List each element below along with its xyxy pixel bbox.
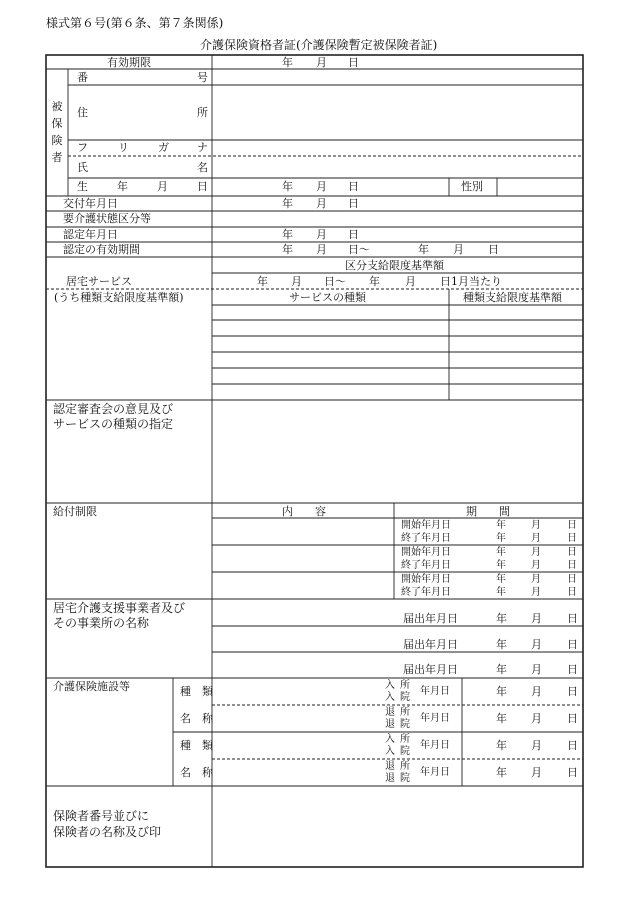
validity-year: 年: [282, 56, 293, 69]
start1-year: 年: [496, 520, 506, 531]
admit1-a: 入: [385, 680, 395, 691]
cert-day: 日: [348, 228, 359, 241]
hs-year: 年: [257, 275, 268, 288]
admit1-c: 所: [400, 680, 410, 691]
admit2-year: 年: [496, 739, 507, 752]
end-label-2: 終了年月日: [401, 560, 451, 571]
start1-day: 日: [567, 520, 577, 531]
insurer-line1: 保険者番号並びに: [53, 809, 150, 823]
gender-label: 性別: [461, 180, 483, 193]
start3-month: 月: [531, 574, 541, 585]
period-header: 期 間: [466, 505, 510, 518]
cert-validity-year: 年: [282, 243, 293, 256]
leave1-date: 年月日: [420, 713, 450, 724]
cert-validity-tilde: 日〜: [348, 243, 370, 256]
content-header: 内 容: [282, 505, 326, 518]
care-support-line2: その事業所の名称: [53, 616, 150, 630]
facility-type-2: 種 類: [180, 739, 213, 752]
start-label-2: 開始年月日: [401, 547, 451, 558]
leave2-date: 年月日: [420, 767, 450, 778]
notify1-month: 月: [531, 612, 542, 625]
leave2-a: 退: [385, 761, 395, 772]
furigana-1: フ: [77, 141, 88, 154]
facility-type-1: 種 類: [180, 685, 213, 698]
opinion-line1: 認定審査会の意見及び: [53, 402, 174, 416]
start1-month: 月: [531, 520, 541, 531]
birth-day: 日: [348, 180, 359, 193]
notify1-day: 日: [567, 612, 578, 625]
issue-month: 月: [316, 197, 327, 210]
leave2-day: 日: [567, 766, 578, 779]
admit1-d: 院: [400, 692, 410, 703]
start2-month: 月: [531, 547, 541, 558]
end3-day: 日: [567, 587, 577, 598]
end3-month: 月: [531, 587, 541, 598]
end2-day: 日: [567, 560, 577, 571]
facility-name-1: 名 称: [180, 712, 213, 725]
leave2-d: 院: [400, 773, 410, 784]
leave1-month: 月: [531, 712, 542, 725]
notify1-year: 年: [496, 612, 507, 625]
hs-tilde: 日〜: [324, 275, 346, 288]
start-label-1: 開始年月日: [401, 520, 451, 531]
issue-year: 年: [282, 197, 293, 210]
admit1-date: 年月日: [420, 686, 450, 697]
end-label-1: 終了年月日: [401, 533, 451, 544]
start2-year: 年: [496, 547, 506, 558]
furigana-2: リ: [118, 141, 129, 154]
admit2-c: 所: [400, 734, 410, 745]
start2-day: 日: [567, 547, 577, 558]
leave1-a: 退: [385, 707, 395, 718]
furigana-3: ガ: [158, 141, 169, 154]
admit1-b: 入: [385, 692, 395, 703]
opinion-line2: サービスの種類の指定: [53, 417, 174, 431]
type-limit-sub-label: (うち種類支給限度基準額): [54, 291, 184, 304]
number-label-right: 号: [197, 71, 208, 84]
type-limit-header: 種類支給限度基準額: [463, 291, 562, 304]
insurer-line2: 保険者の名称及び印: [53, 825, 162, 839]
notify-label-2: 届出年月日: [403, 638, 458, 651]
leave1-c: 所: [400, 707, 410, 718]
notify3-year: 年: [496, 663, 507, 676]
validity-day: 日: [348, 56, 359, 69]
leave2-c: 所: [400, 761, 410, 772]
cert-date-label: 認定年月日: [63, 228, 118, 241]
notify2-year: 年: [496, 638, 507, 651]
admit2-day: 日: [567, 739, 578, 752]
notify-label-3: 届出年月日: [403, 663, 458, 676]
cert-validity-month2: 月: [453, 243, 464, 256]
end1-year: 年: [496, 533, 506, 544]
notify2-day: 日: [567, 638, 578, 651]
number-label-left: 番: [77, 71, 88, 84]
care-support-line1: 居宅介護支援事業者及び: [53, 601, 186, 615]
cert-month: 月: [316, 228, 327, 241]
issue-date-label: 交付年月日: [63, 197, 118, 210]
notify-label-1: 届出年月日: [403, 612, 458, 625]
hs-per-month: 日1月当たり: [440, 275, 502, 288]
admit2-month: 月: [531, 739, 542, 752]
service-type-header: サービスの種類: [289, 291, 366, 304]
benefit-limit-label: 給付制限: [53, 505, 97, 518]
cert-validity-month: 月: [316, 243, 327, 256]
start-label-3: 開始年月日: [401, 574, 451, 585]
leave1-b: 退: [385, 719, 395, 730]
care-level-label: 要介護状態区分等: [63, 212, 151, 225]
insured-group-label: 被保険者: [51, 100, 63, 164]
address-label-right: 所: [197, 106, 208, 119]
birth-3: 月: [157, 180, 168, 193]
birth-year: 年: [282, 180, 293, 193]
leave1-year: 年: [496, 712, 507, 725]
notify2-month: 月: [531, 638, 542, 651]
admit2-date: 年月日: [420, 740, 450, 751]
admit1-month: 月: [531, 685, 542, 698]
document-title: 介護保険資格者証(介護保険暫定被保険者証): [200, 38, 438, 52]
admit2-b: 入: [385, 746, 395, 757]
limit-header: 区分支給限度基準額: [345, 259, 444, 272]
end-label-3: 終了年月日: [401, 587, 451, 598]
furigana-4: ナ: [197, 141, 208, 154]
end1-day: 日: [567, 533, 577, 544]
name-label-right: 名: [197, 161, 208, 174]
home-service-label: 居宅サービス: [66, 275, 132, 288]
cert-validity-label: 認定の有効期間: [63, 243, 140, 256]
hs-year2: 年: [369, 275, 380, 288]
admit2-a: 入: [385, 734, 395, 745]
birth-1: 生: [77, 180, 88, 193]
birth-4: 日: [197, 180, 208, 193]
notify3-month: 月: [531, 663, 542, 676]
form-number: 様式第６号(第６条、第７条関係): [46, 16, 224, 30]
cert-validity-year2: 年: [418, 243, 429, 256]
admit1-day: 日: [567, 685, 578, 698]
leave1-day: 日: [567, 712, 578, 725]
start3-day: 日: [567, 574, 577, 585]
validity-month: 月: [316, 56, 327, 69]
leave2-year: 年: [496, 766, 507, 779]
hs-month2: 月: [405, 275, 416, 288]
admit1-year: 年: [496, 685, 507, 698]
cert-validity-day2: 日: [488, 243, 499, 256]
leave1-d: 院: [400, 719, 410, 730]
end2-year: 年: [496, 560, 506, 571]
end2-month: 月: [531, 560, 541, 571]
start3-year: 年: [496, 574, 506, 585]
facility-name-2: 名 称: [180, 766, 213, 779]
birth-month: 月: [316, 180, 327, 193]
hs-month: 月: [291, 275, 302, 288]
validity-label: 有効期限: [107, 56, 151, 69]
birth-2: 年: [117, 180, 128, 193]
facility-label: 介護保険施設等: [53, 680, 130, 693]
leave2-b: 退: [385, 773, 395, 784]
notify3-day: 日: [567, 663, 578, 676]
issue-day: 日: [348, 197, 359, 210]
leave2-month: 月: [531, 766, 542, 779]
admit2-d: 院: [400, 746, 410, 757]
cert-year: 年: [282, 228, 293, 241]
end3-year: 年: [496, 587, 506, 598]
end1-month: 月: [531, 533, 541, 544]
address-label-left: 住: [77, 106, 88, 119]
name-label-left: 氏: [77, 161, 88, 174]
